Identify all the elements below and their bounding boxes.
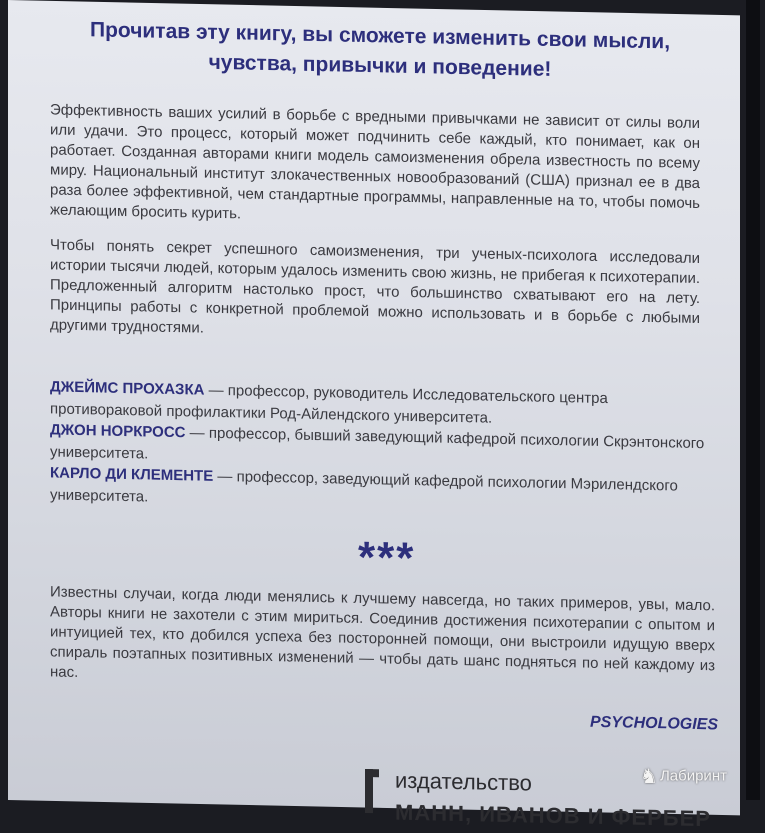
author-description: — профессор, заведующий кафедрой психологии Мэрилендского университета. [50,467,678,505]
bracket-icon [365,769,379,813]
headline [50,14,710,88]
publisher-name: МАНН, ИВАНОВ И ФЕРБЕР [395,799,711,832]
author-name: КАРЛО ДИ КЛЕМЕНТЕ [50,464,214,485]
paragraph-known-cases: Известны случаи, когда люди менялись к лучшему навсегда, но таких примеров, увы, мало. Авторы книги не захотели с этим мириться. Соединив достижения психотерапии с опытом и интуицией тех, кто добился успеха без посторонней помощи, они выстроили идущую вверх спираль поэтапных позитивных изменений — чтобы дать шанс подняться по ней каждому из нас. [50,583,715,682]
author-name: ДЖОН НОРКРОСС [50,421,186,442]
author-description: — профессор, бывший заведующий кафедрой психологии Скрэнтонского университета. [50,424,705,462]
publisher-label: издательство [395,767,532,796]
authors-block [50,376,710,519]
separator-stars: *** [358,532,416,584]
paragraph-effectiveness: Эффективность ваших усилий в борьбе с вредными привычками не зависит от силы воли или удачи. Это процесс, который может подчинить себе каждый, кто понимает, как он работает. Созданная авторами книги модель самоизменения обрела известность по всему миру. Национальный институт злокачественных новообразований (США) признал ее в два раза более эффективной, чем стандартные программы, направленные на то, чтобы помочь желающим бросить курить. [50,101,700,223]
author-name: ДЖЕЙМС ПРОХАЗКА [50,378,205,399]
watermark-text: Лабиринт [659,767,727,785]
cover-content [30,0,720,832]
headline-line-2: чувства, привычки и поведение! [208,50,552,81]
author-description: — профессор, руководитель Исследовательского центра противораковой профилактики Род-Айлендского университета. [50,381,608,427]
headline-line-1: Прочитав эту книгу, вы сможете изменить свои мысли, [89,18,671,54]
labirint-logo-icon: ♞ [640,766,658,788]
paragraph-secret: Чтобы понять секрет успешного самоизменения, три ученых-психолога исследовали истории тысячи людей, которым удалось изменить свою жизнь, не прибегая к психотерапии. Предложенный алгоритм настолько прост, что большинство схватывают его на лету. Принципы работы с конкретной проблемой можно использовать и в борьбе с любыми другими трудностями. [50,236,700,337]
quote-source: PSYCHOLOGIES [590,713,719,734]
book-edge [746,0,760,800]
watermark [640,764,727,789]
